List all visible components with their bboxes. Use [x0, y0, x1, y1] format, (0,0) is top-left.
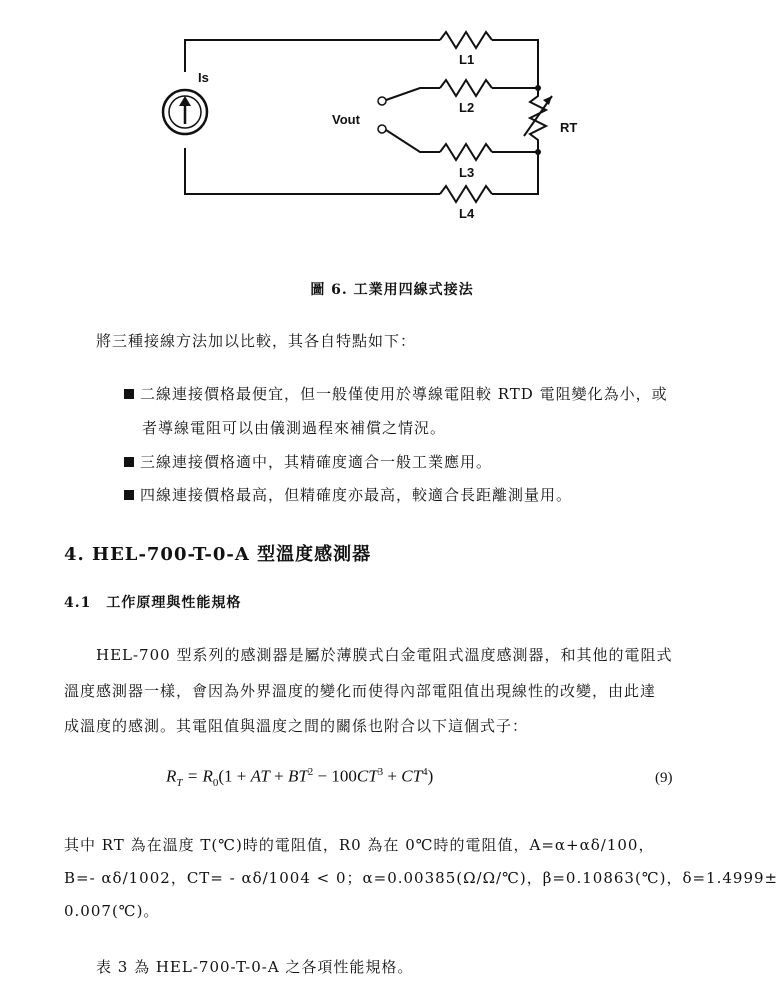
bullet-square-icon — [124, 389, 134, 399]
resistor-l4 — [440, 186, 492, 202]
bullet-square-icon — [124, 457, 134, 467]
bullet-item — [124, 484, 572, 506]
bullet-square-icon — [124, 490, 134, 500]
subsection-heading: 4.1 工作原理與性能規格 — [64, 595, 242, 611]
section-heading: 4. HEL-700-T-0-A 型溫度感測器 — [64, 544, 372, 565]
source-label: Is — [198, 70, 209, 85]
bullet-continuation: 者導線電阻可以由儀測過程來補償之情況。 — [142, 419, 447, 437]
equation: $R_T = R_0(1$ + AT + $BT^2 - 100CT^3 + CT^4$) — [166, 766, 434, 790]
resistor-l3 — [440, 144, 492, 160]
bullet-item — [124, 383, 668, 405]
intro-text: 將三種接線方法加以比較，其各自特點如下： — [96, 332, 417, 350]
definitions-line: 其中 RT 為在溫度 T(℃)時的電阻值，R0 為在 0℃時的電阻值，A=α+αδ/100， — [64, 836, 655, 854]
paragraph-line: 成溫度的感測。其電阻值與溫度之間的關係也附合以下這個式子： — [64, 717, 529, 735]
top-wire — [185, 40, 440, 72]
resistor-rt — [530, 88, 546, 152]
resistor-l1 — [440, 32, 492, 48]
l1-label: L1 — [459, 52, 475, 67]
four-wire-circuit-diagram — [0, 0, 784, 260]
l3-label: L3 — [459, 165, 475, 180]
l4-label: L4 — [459, 206, 475, 221]
bullet-text: 三線連接價格適中，其精確度適合一般工業應用。 — [140, 453, 493, 471]
definitions-line: 0.007(℃)。 — [64, 902, 160, 920]
vout-terminal-bottom — [378, 125, 386, 133]
bullet-item — [124, 451, 492, 473]
vout-label: Vout — [332, 112, 360, 127]
paragraph-line: 溫度感測器一樣，會因為外界溫度的變化而使得內部電阻值出現線性的改變，由此達 — [64, 682, 657, 700]
definitions-line: B=- αδ/1002，CT= - αδ/1004 < 0；α=0.00385(Ω/Ω/℃)，β=0.10863(℃)，δ=1.4999± — [64, 869, 779, 887]
l2-label: L2 — [459, 100, 475, 115]
rt-arrow-head — [543, 96, 552, 105]
bullet-text: 二線連接價格最便宜，但一般僅使用於導線電阻較 RTD 電阻變化為小，或 — [140, 385, 668, 403]
paragraph-line: HEL-700 型系列的感測器是屬於薄膜式白金電阻式溫度感測器，和其他的電阻式 — [96, 646, 673, 664]
resistor-l2 — [440, 80, 492, 96]
bullet-text: 四線連接價格最高，但精確度亦最高，較適合長距離測量用。 — [140, 486, 573, 504]
equation-number: (9) — [655, 770, 673, 786]
figure-caption: 圖 6. 工業用四線式接法 — [310, 282, 474, 298]
rt-label: RT — [560, 120, 578, 135]
vout-terminal-top — [378, 97, 386, 105]
table-intro: 表 3 為 HEL-700-T-0-A 之各項性能規格。 — [96, 958, 414, 976]
bottom-wire — [185, 148, 440, 194]
